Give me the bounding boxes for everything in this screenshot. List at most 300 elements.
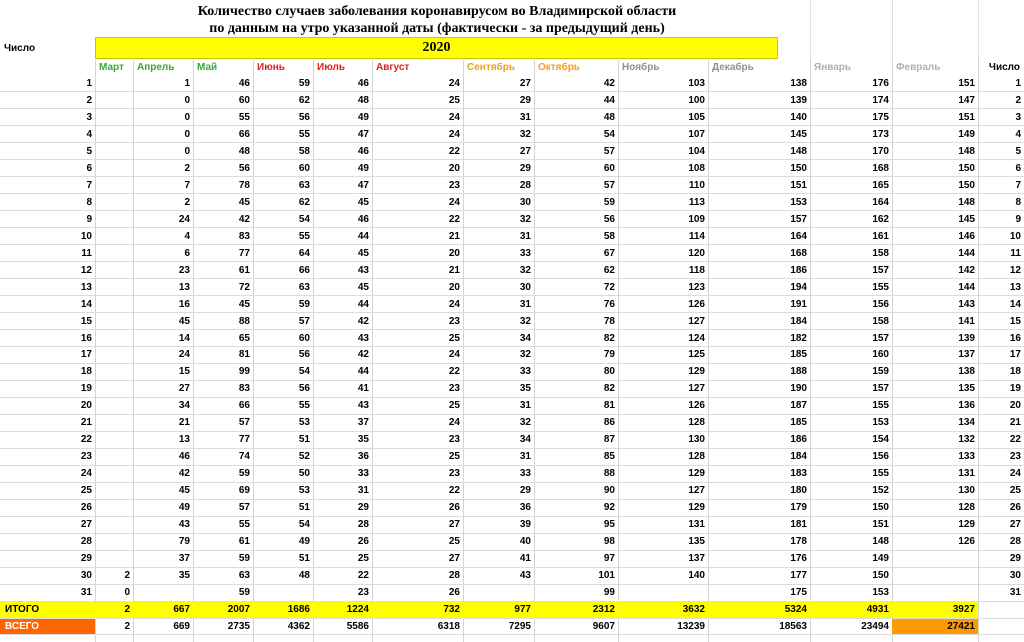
table-cell: 101 bbox=[534, 567, 618, 584]
table-cell: 134 bbox=[892, 414, 978, 431]
table-cell: 49 bbox=[253, 533, 313, 550]
table-cell: 22 bbox=[0, 431, 95, 448]
table-cell: 59 bbox=[193, 584, 253, 601]
table-cell: 48 bbox=[534, 109, 618, 126]
table-cell: 48 bbox=[253, 567, 313, 584]
table-cell: 667 bbox=[133, 601, 193, 618]
table-cell: 47 bbox=[313, 126, 372, 143]
table-cell: 135 bbox=[892, 380, 978, 397]
table-cell: 40 bbox=[463, 533, 534, 550]
table-cell: 126 bbox=[618, 296, 708, 313]
table-cell: 137 bbox=[892, 347, 978, 364]
table-cell: 2 bbox=[95, 567, 133, 584]
table-cell: 156 bbox=[810, 448, 892, 465]
table-cell: 180 bbox=[708, 482, 810, 499]
table-cell: 126 bbox=[892, 533, 978, 550]
table-cell: 27 bbox=[463, 75, 534, 92]
year-band: 2020 bbox=[95, 37, 778, 59]
table-cell bbox=[95, 516, 133, 533]
table-cell: 17 bbox=[978, 347, 1024, 364]
table-cell: 7295 bbox=[463, 618, 534, 635]
table-cell: 182 bbox=[708, 330, 810, 347]
table-cell: 2007 bbox=[193, 601, 253, 618]
table-cell: 82 bbox=[534, 330, 618, 347]
table-cell: 88 bbox=[534, 465, 618, 482]
table-cell: 36 bbox=[313, 448, 372, 465]
table-row bbox=[0, 296, 1024, 313]
table-cell: 36 bbox=[463, 499, 534, 516]
table-cell bbox=[95, 262, 133, 279]
table-cell: 26 bbox=[0, 499, 95, 516]
table-cell: 181 bbox=[708, 516, 810, 533]
table-cell: 55 bbox=[253, 397, 313, 414]
table-cell: 15 bbox=[133, 363, 193, 380]
table-cell: 158 bbox=[810, 245, 892, 262]
table-cell: 8 bbox=[0, 194, 95, 211]
table-cell: 59 bbox=[253, 75, 313, 92]
table-cell: 27 bbox=[372, 516, 463, 533]
table-cell: 35 bbox=[133, 567, 193, 584]
table-cell: 56 bbox=[253, 380, 313, 397]
table-cell: 29 bbox=[313, 499, 372, 516]
table-cell: 23 bbox=[372, 313, 463, 330]
table-cell: 44 bbox=[534, 92, 618, 109]
table-cell: 31 bbox=[463, 228, 534, 245]
table-cell: 80 bbox=[534, 363, 618, 380]
table-cell: 43 bbox=[313, 397, 372, 414]
table-cell: 4362 bbox=[253, 618, 313, 635]
table-cell: 129 bbox=[618, 465, 708, 482]
table-cell: 1224 bbox=[313, 601, 372, 618]
table-cell: 11 bbox=[978, 245, 1024, 262]
table-cell: 1 bbox=[978, 75, 1024, 92]
table-cell: 49 bbox=[133, 499, 193, 516]
table-cell: 176 bbox=[708, 550, 810, 567]
table-cell: 20 bbox=[372, 279, 463, 296]
table-cell: 124 bbox=[618, 330, 708, 347]
table-cell bbox=[95, 194, 133, 211]
table-cell: 45 bbox=[133, 482, 193, 499]
table-cell: 23 bbox=[372, 431, 463, 448]
table-cell: 157 bbox=[708, 211, 810, 228]
table-cell: 107 bbox=[618, 126, 708, 143]
table-cell: 29 bbox=[978, 550, 1024, 567]
table-cell: 178 bbox=[708, 533, 810, 550]
table-cell bbox=[95, 245, 133, 262]
table-cell: 27 bbox=[463, 143, 534, 160]
table-cell bbox=[978, 618, 1024, 635]
table-cell: 9 bbox=[978, 211, 1024, 228]
table-cell: 151 bbox=[892, 109, 978, 126]
table-cell: 149 bbox=[892, 126, 978, 143]
table-cell: 146 bbox=[892, 228, 978, 245]
table-cell: 41 bbox=[463, 550, 534, 567]
table-cell: 33 bbox=[463, 245, 534, 262]
table-cell: 100 bbox=[618, 92, 708, 109]
table-cell: 99 bbox=[534, 584, 618, 601]
table-cell bbox=[95, 550, 133, 567]
table-cell: 977 bbox=[463, 601, 534, 618]
table-cell: 57 bbox=[193, 499, 253, 516]
table-row bbox=[0, 92, 1024, 109]
table-cell: 52 bbox=[253, 448, 313, 465]
table-cell: 66 bbox=[253, 262, 313, 279]
table-cell: 32 bbox=[463, 313, 534, 330]
table-cell: 6 bbox=[133, 245, 193, 262]
table-cell: 187 bbox=[708, 397, 810, 414]
table-cell: 150 bbox=[892, 160, 978, 177]
table-cell: 148 bbox=[708, 143, 810, 160]
table-cell: 2 bbox=[95, 601, 133, 618]
table-cell: 168 bbox=[810, 160, 892, 177]
table-cell: 8 bbox=[978, 194, 1024, 211]
table-cell bbox=[95, 296, 133, 313]
table-cell: 120 bbox=[618, 245, 708, 262]
table-cell: 25 bbox=[978, 482, 1024, 499]
table-cell: 92 bbox=[534, 499, 618, 516]
table-cell: 191 bbox=[708, 296, 810, 313]
table-cell: 81 bbox=[193, 347, 253, 364]
table-row bbox=[0, 516, 1024, 533]
table-cell: 90 bbox=[534, 482, 618, 499]
table-cell: 179 bbox=[708, 499, 810, 516]
table-cell bbox=[95, 380, 133, 397]
table-cell: 147 bbox=[892, 92, 978, 109]
table-cell: 177 bbox=[708, 567, 810, 584]
table-cell: 4 bbox=[133, 228, 193, 245]
table-cell: 29 bbox=[0, 550, 95, 567]
table-cell: 49 bbox=[313, 109, 372, 126]
month-header: Июнь bbox=[257, 62, 285, 73]
table-cell: 24 bbox=[133, 211, 193, 228]
table-cell: 31 bbox=[463, 296, 534, 313]
table-cell: 127 bbox=[618, 380, 708, 397]
table-cell: 138 bbox=[892, 363, 978, 380]
table-cell: 151 bbox=[810, 516, 892, 533]
table-row bbox=[0, 347, 1024, 364]
table-cell: 23 bbox=[372, 380, 463, 397]
table-cell: 31 bbox=[978, 584, 1024, 601]
table-cell: 60 bbox=[534, 160, 618, 177]
table-cell: 13 bbox=[133, 279, 193, 296]
table-cell bbox=[95, 330, 133, 347]
table-cell: 63 bbox=[253, 279, 313, 296]
table-cell: 34 bbox=[463, 330, 534, 347]
table-cell: 10 bbox=[0, 228, 95, 245]
table-cell: 78 bbox=[193, 177, 253, 194]
table-row bbox=[0, 380, 1024, 397]
table-cell: 186 bbox=[708, 431, 810, 448]
table-cell: 39 bbox=[463, 516, 534, 533]
table-cell: 150 bbox=[810, 567, 892, 584]
table-cell: 13239 bbox=[618, 618, 708, 635]
table-cell: 145 bbox=[892, 211, 978, 228]
table-cell bbox=[95, 448, 133, 465]
table-cell: 79 bbox=[133, 533, 193, 550]
table-cell bbox=[95, 431, 133, 448]
table-cell: 132 bbox=[892, 431, 978, 448]
table-cell: 175 bbox=[708, 584, 810, 601]
table-cell: 27 bbox=[0, 516, 95, 533]
month-header: Март bbox=[99, 62, 124, 73]
table-cell: 54 bbox=[534, 126, 618, 143]
table-cell: 14 bbox=[0, 296, 95, 313]
table-cell: 150 bbox=[708, 160, 810, 177]
table-cell: 157 bbox=[810, 330, 892, 347]
table-cell: 1 bbox=[0, 75, 95, 92]
table-cell: 151 bbox=[708, 177, 810, 194]
table-cell: 58 bbox=[534, 228, 618, 245]
table-cell: 26 bbox=[313, 533, 372, 550]
table-cell: 55 bbox=[253, 126, 313, 143]
table-cell: 45 bbox=[133, 313, 193, 330]
table-cell: 26 bbox=[978, 499, 1024, 516]
table-cell bbox=[892, 550, 978, 567]
table-cell: 154 bbox=[810, 431, 892, 448]
table-cell: 21 bbox=[133, 414, 193, 431]
table-cell: 55 bbox=[193, 109, 253, 126]
cases-table bbox=[0, 75, 1024, 635]
table-row bbox=[0, 363, 1024, 380]
table-cell: 135 bbox=[618, 533, 708, 550]
table-cell: 25 bbox=[372, 533, 463, 550]
table-cell: 46 bbox=[313, 75, 372, 92]
table-cell: 669 bbox=[133, 618, 193, 635]
table-cell: 67 bbox=[534, 245, 618, 262]
table-cell: 25 bbox=[0, 482, 95, 499]
table-cell: 0 bbox=[95, 584, 133, 601]
table-cell: 155 bbox=[810, 465, 892, 482]
table-cell: 32 bbox=[463, 414, 534, 431]
totals-row bbox=[0, 601, 1024, 618]
table-cell: 25 bbox=[372, 92, 463, 109]
table-cell: 32 bbox=[463, 126, 534, 143]
table-cell: 149 bbox=[810, 550, 892, 567]
table-cell bbox=[95, 75, 133, 92]
table-cell: 26 bbox=[372, 584, 463, 601]
table-cell: 45 bbox=[313, 279, 372, 296]
table-cell: 54 bbox=[253, 363, 313, 380]
table-cell: 62 bbox=[534, 262, 618, 279]
table-cell: 130 bbox=[892, 482, 978, 499]
table-cell: 66 bbox=[193, 126, 253, 143]
table-cell: 22 bbox=[372, 211, 463, 228]
table-cell: 46 bbox=[313, 211, 372, 228]
table-cell bbox=[95, 279, 133, 296]
table-cell: 48 bbox=[193, 143, 253, 160]
table-cell: 140 bbox=[708, 109, 810, 126]
table-cell bbox=[95, 109, 133, 126]
table-row bbox=[0, 194, 1024, 211]
table-cell: 148 bbox=[892, 194, 978, 211]
table-cell: 24 bbox=[372, 296, 463, 313]
table-cell: 62 bbox=[253, 194, 313, 211]
table-cell: 151 bbox=[892, 75, 978, 92]
table-cell: 65 bbox=[193, 330, 253, 347]
table-cell: 35 bbox=[463, 380, 534, 397]
table-cell: 110 bbox=[618, 177, 708, 194]
table-cell: 42 bbox=[313, 347, 372, 364]
table-cell: 185 bbox=[708, 347, 810, 364]
table-cell: 24 bbox=[133, 347, 193, 364]
table-cell bbox=[978, 601, 1024, 618]
table-cell: 24 bbox=[978, 465, 1024, 482]
table-cell: 164 bbox=[708, 228, 810, 245]
table-cell: 125 bbox=[618, 347, 708, 364]
table-cell: 5 bbox=[0, 143, 95, 160]
table-cell: 184 bbox=[708, 313, 810, 330]
table-cell: 130 bbox=[618, 431, 708, 448]
table-cell: 76 bbox=[534, 296, 618, 313]
table-cell: 176 bbox=[810, 75, 892, 92]
table-row bbox=[0, 75, 1024, 92]
table-cell: 3632 bbox=[618, 601, 708, 618]
table-cell: 20 bbox=[0, 397, 95, 414]
table-cell: 25 bbox=[313, 550, 372, 567]
table-cell: 13 bbox=[0, 279, 95, 296]
table-cell: 0 bbox=[133, 143, 193, 160]
table-cell: 131 bbox=[892, 465, 978, 482]
table-cell: 3 bbox=[978, 109, 1024, 126]
table-cell: 128 bbox=[618, 448, 708, 465]
table-cell: 61 bbox=[193, 262, 253, 279]
table-cell bbox=[95, 482, 133, 499]
table-cell: 20 bbox=[372, 245, 463, 262]
table-cell: 31 bbox=[463, 448, 534, 465]
table-cell: 53 bbox=[253, 482, 313, 499]
table-cell: 2 bbox=[133, 160, 193, 177]
table-cell: 22 bbox=[372, 363, 463, 380]
table-cell: 175 bbox=[810, 109, 892, 126]
table-cell: 29 bbox=[463, 92, 534, 109]
table-cell: 23 bbox=[133, 262, 193, 279]
table-cell: 156 bbox=[810, 296, 892, 313]
table-cell: 62 bbox=[253, 92, 313, 109]
table-cell: 144 bbox=[892, 279, 978, 296]
table-cell: 21 bbox=[372, 262, 463, 279]
table-cell: 42 bbox=[133, 465, 193, 482]
table-cell: 153 bbox=[810, 414, 892, 431]
table-cell: 31 bbox=[463, 397, 534, 414]
table-cell: 127 bbox=[618, 482, 708, 499]
table-cell: 128 bbox=[892, 499, 978, 516]
table-cell: 173 bbox=[810, 126, 892, 143]
table-cell: 81 bbox=[534, 397, 618, 414]
table-cell bbox=[463, 584, 534, 601]
table-cell: 88 bbox=[193, 313, 253, 330]
table-cell: 140 bbox=[618, 567, 708, 584]
table-cell: 43 bbox=[313, 330, 372, 347]
table-cell: 50 bbox=[253, 465, 313, 482]
table-cell: 2 bbox=[95, 618, 133, 635]
table-cell: 28 bbox=[463, 177, 534, 194]
table-cell: 19 bbox=[0, 380, 95, 397]
table-cell: 60 bbox=[193, 92, 253, 109]
table-cell: 7 bbox=[133, 177, 193, 194]
table-cell: 82 bbox=[534, 380, 618, 397]
table-cell: 43 bbox=[313, 262, 372, 279]
table-cell: 56 bbox=[193, 160, 253, 177]
table-cell bbox=[95, 143, 133, 160]
table-cell: 2 bbox=[0, 92, 95, 109]
table-cell: 161 bbox=[810, 228, 892, 245]
table-cell: 105 bbox=[618, 109, 708, 126]
table-cell: 41 bbox=[313, 380, 372, 397]
table-cell: 77 bbox=[193, 245, 253, 262]
table-cell: 114 bbox=[618, 228, 708, 245]
table-cell: 64 bbox=[253, 245, 313, 262]
table-cell: 42 bbox=[534, 75, 618, 92]
table-cell: 16 bbox=[133, 296, 193, 313]
table-cell: 56 bbox=[253, 109, 313, 126]
table-cell: 21 bbox=[372, 228, 463, 245]
table-cell: 33 bbox=[463, 465, 534, 482]
table-cell: 78 bbox=[534, 313, 618, 330]
table-cell: 168 bbox=[708, 245, 810, 262]
table-cell: 170 bbox=[810, 143, 892, 160]
table-cell: 148 bbox=[892, 143, 978, 160]
table-row bbox=[0, 499, 1024, 516]
table-cell: 51 bbox=[253, 550, 313, 567]
table-cell: 190 bbox=[708, 380, 810, 397]
table-cell: 186 bbox=[708, 262, 810, 279]
table-cell: 153 bbox=[810, 584, 892, 601]
table-cell: 95 bbox=[534, 516, 618, 533]
table-cell: 158 bbox=[810, 313, 892, 330]
table-cell: 162 bbox=[810, 211, 892, 228]
table-cell: 99 bbox=[193, 363, 253, 380]
table-cell: 24 bbox=[372, 75, 463, 92]
table-cell: 30 bbox=[978, 567, 1024, 584]
table-cell: 85 bbox=[534, 448, 618, 465]
table-cell: 12 bbox=[978, 262, 1024, 279]
table-cell: 3927 bbox=[892, 601, 978, 618]
table-cell: 6 bbox=[978, 160, 1024, 177]
table-cell: 0 bbox=[133, 92, 193, 109]
table-cell: 155 bbox=[810, 397, 892, 414]
table-cell: 152 bbox=[810, 482, 892, 499]
table-cell bbox=[95, 465, 133, 482]
table-cell: 30 bbox=[0, 567, 95, 584]
table-cell: 27 bbox=[133, 380, 193, 397]
table-cell: 29 bbox=[463, 160, 534, 177]
table-cell: 17 bbox=[0, 347, 95, 364]
table-cell: 57 bbox=[534, 143, 618, 160]
table-cell: 45 bbox=[193, 296, 253, 313]
table-row bbox=[0, 567, 1024, 584]
table-cell: 133 bbox=[892, 448, 978, 465]
table-cell: 1686 bbox=[253, 601, 313, 618]
table-cell: 59 bbox=[253, 296, 313, 313]
table-cell: 150 bbox=[810, 499, 892, 516]
table-cell: 4 bbox=[0, 126, 95, 143]
table-cell: 174 bbox=[810, 92, 892, 109]
table-cell bbox=[95, 160, 133, 177]
table-cell: 22 bbox=[313, 567, 372, 584]
cumulative-row bbox=[0, 618, 1024, 635]
month-header: Октябрь bbox=[538, 62, 580, 73]
table-cell: 43 bbox=[463, 567, 534, 584]
table-cell: 123 bbox=[618, 279, 708, 296]
table-cell bbox=[95, 92, 133, 109]
table-row bbox=[0, 550, 1024, 567]
table-cell: 2 bbox=[133, 194, 193, 211]
table-row bbox=[0, 431, 1024, 448]
table-cell: 157 bbox=[810, 262, 892, 279]
table-cell: 24 bbox=[372, 126, 463, 143]
table-cell: 44 bbox=[313, 296, 372, 313]
table-cell: 2735 bbox=[193, 618, 253, 635]
